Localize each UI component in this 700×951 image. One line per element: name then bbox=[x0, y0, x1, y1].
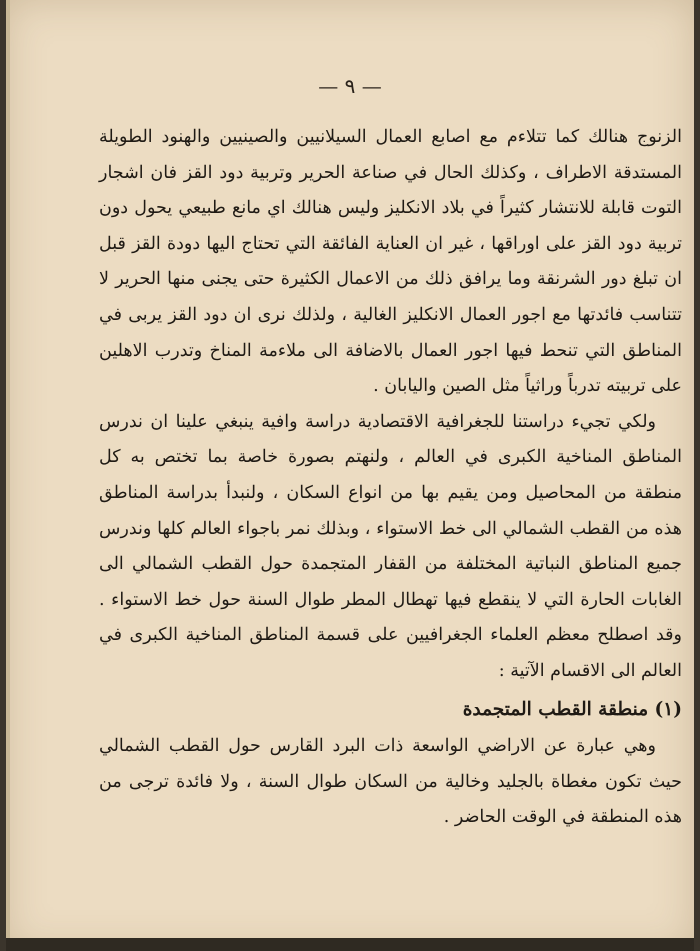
page-edge bbox=[6, 0, 10, 951]
page-number: — ٩ — bbox=[318, 74, 382, 98]
paragraph-continued: الزنوج هنالك كما تتلاءم مع اصابع العمال السيلانيين والصينيين والهنود الطويلة المستدقة الاطراف ، وكذلك الحال في صناعة الحرير وتربية دود القز فان اشجار التوت قابلة للانتشار كثيراً في بلاد الانكليز وليس هنالك اي مانع طبيعي يحول دون تربية دود القز على اوراقها ، غير ان العناية الفائقة التي تحتاج اليها دودة القز قبل ان تبلغ دور الشرنقة وما يرافق ذلك من الاعمال الكثيرة حتى يجنى منها الحرير لا تتناسب فائدتها مع اجور العمال الانكليز الغالية ، ولذلك نرى ان دود القز يربى في المناطق التي تنحط فيها اجور العمال بالاضافة الى ملاءمة المناخ وتدرب الاهلين على تربيته تدرباً وراثياً مثل الصين واليابان . bbox=[99, 127, 682, 397]
paragraph-polar-region: وهي عبارة عن الاراضي الواسعة ذات البرد القارس حول القطب الشمالي حيث تكون مغطاة بالجليد وخالية من السكان طوال السنة ، ولا فائدة ترجى من هذه المنطقة في الوقت الحاضر . bbox=[99, 736, 682, 828]
page-body bbox=[99, 120, 682, 836]
page-bottom-shadow bbox=[6, 938, 694, 951]
book-page bbox=[6, 0, 694, 951]
section-heading: (١) منطقة القطب المتجمدة bbox=[462, 698, 682, 720]
paragraph-climate-regions: ولكي تجيء دراستنا للجغرافية الاقتصادية دراسة وافية ينبغي علينا ان ندرس المناطق المناخية الكبرى في العالم ، ولنهتم بصورة خاصة بما تختص به كل منطقة من المحاصيل ومن يقيم بها من انواع السكان ، ولنبدأ بدراسة المناطق هذه من القطب الشمالي الى خط الاستواء ، وبذلك نمر باجواء العالم كلها وندرس جميع المناطق النباتية المختلفة من القفار المتجمدة حول القطب الشمالي الى الغابات الحارة التي لا ينقطع فيها تهطال المطر طوال السنة حول خط الاستواء . وقد اصطلح معظم العلماء الجغرافيين على قسمة المناطق المناخية الكبرى في العالم الى الاقسام الآتية : bbox=[99, 411, 682, 681]
